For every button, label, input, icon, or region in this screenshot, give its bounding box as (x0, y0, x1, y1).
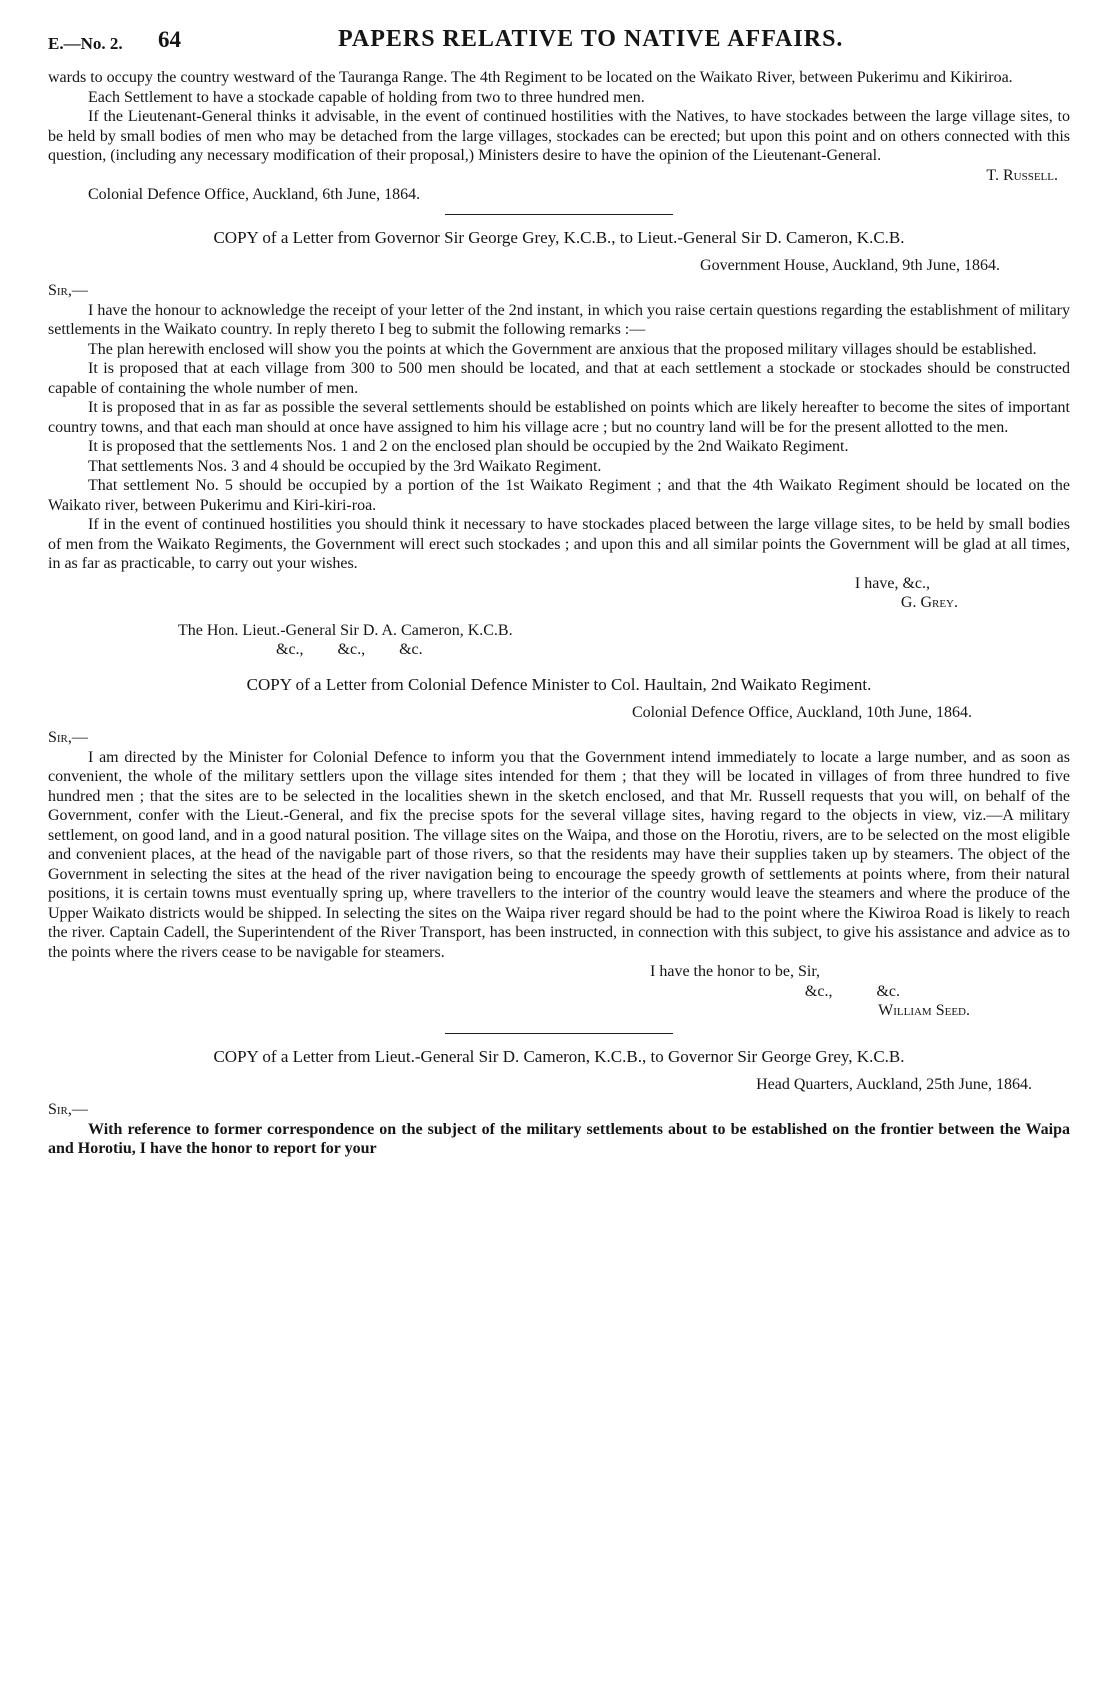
letter-paragraph: I am directed by the Minister for Colonial Defence to inform you that the Government intend immediately to locate a large number, and as soon as convenient, the whole of the military settlers upon the village sites intended for them ; that they will be located in villages of from three hundred to five hundred men ; that the sites are to be selected in the localities shewn in the sketch enclosed, and that Mr. Russell requests that you will, on behalf of the Government, confer with the Lieut.-General, and fix the precise spots for the several village sites, having regard to the objects in view, viz.—A military settlement, on good land, and in a good natural position. The village sites on the Waipa, and those on the Horotiu, rivers, are to be selected on the most eligible and convenient places, at the head of the navigable part of those rivers, so that the residents may have their supplies taken up by steamers. The object of the Government in selecting the sites at the head of the river navigation being to encourage the speedy growth of settlements at points where, from their natural positions, it is certain towns must eventually spring up, where travellers to the interior of the country would leave the steamers and where the produce of the Upper Waikato districts would be shipped. In selecting the sites on the Waipa river regard should be had to the point where the Kiwiroa Road is likely to reach the river. Captain Cadell, the Superintendent of the River Transport, has been instructed, in connection with this subject, to give his assistance and advice as to the points where the rivers cease to be navigable for steamers. (48, 748, 1070, 961)
letter-salutation: Sir,— (48, 1101, 88, 1118)
letter-paragraph: If in the event of continued hostilities you should think it necessary to have stockades placed between the large village sites, to be held by small bodies of men from the Waikato Regiments, the Government will erect such stockades ; and upon this and all similar points the Government will be glad at all times, in as far as practicable, to carry out your wishes. (48, 516, 1070, 572)
letter-paragraph: It is proposed that in as far as possible the several settlements should be established on points which are likely hereafter to become the sites of important country towns, and that each man should at once have assigned to him his village acre ; but no country land will be for the present allotted to the men. (48, 399, 1070, 436)
letter-closing-etc: &c., &c. (804, 982, 900, 1000)
letter-dateline: Colonial Defence Office, Auckland, 10th June, 1864. (631, 703, 972, 721)
memo-paragraph: If the Lieutenant-General thinks it advisable, in the event of continued hostilities with the Natives, to have stockades between the large village sites, to be held by small bodies of men who may be detached from the large villages, stockades can be erected; but upon this point and on others connected with this question, (including any necessary modification of their proposal,) Ministers desire to have the opinion of the Lieutenant-General. (48, 108, 1070, 164)
letter-salutation: Sir,— (48, 282, 88, 299)
letter-paragraph: It is proposed that the settlements Nos. 1 and 2 on the enclosed plan should be occupied by the 2nd Waikato Regiment. (88, 438, 849, 455)
memo-section (48, 68, 1070, 205)
letter-signature: G. Grey. (900, 594, 958, 611)
letter-signature: William Seed. (878, 1002, 970, 1019)
letter-paragraph: It is proposed that at each village from 300 to 500 men should be located, and that at each settlement a stockade or stockades should be constructed capable of containing the whole number of men. (48, 360, 1070, 397)
paper-reference: E.—No. 2. (48, 34, 123, 53)
letter-cameron-to-grey (48, 1046, 1070, 1159)
letter-paragraph: The plan herewith enclosed will show you the points at which the Government are anxious that the proposed military villages should be established. (88, 340, 1037, 358)
letter-paragraph: That settlement No. 5 should be occupied by a portion of the 1st Waikato Regiment ; and that the 4th Waikato Regiment should be located on the Waikato river, between Pukerimu and Kiri-kiri-roa. (48, 477, 1070, 514)
letter-dateline: Head Quarters, Auckland, 25th June, 1864. (756, 1075, 1032, 1093)
letter-addressee-etc: &c., &c., &c. (276, 641, 423, 658)
running-title: PAPERS RELATIVE TO NATIVE AFFAIRS. (338, 26, 844, 52)
letter-closing: I have, &c., (854, 574, 930, 592)
memo-place-date: Colonial Defence Office, Auckland, 6th June, 1864. (88, 186, 421, 203)
memo-signature: T. Russell. (986, 166, 1058, 184)
letter-defence-minister-to-haultain (48, 674, 1070, 1021)
letter-grey-to-cameron (48, 227, 1070, 660)
letter-paragraph: That settlements Nos. 3 and 4 should be occupied by the 3rd Waikato Regiment. (88, 457, 602, 475)
letter-heading: COPY of a Letter from Governor Sir George Grey, K.C.B., to Lieut.-General Sir D. Cameron, K.C.B. (213, 227, 905, 247)
page-header (48, 28, 1070, 68)
page-number: 64 (158, 27, 181, 52)
memo-paragraph: wards to occupy the country westward of the Tauranga Range. The 4th Regiment to be located on the Waikato River, between Pukerimu and Kikiriroa. (48, 69, 1013, 86)
section-divider (445, 1033, 673, 1034)
letter-addressee: The Hon. Lieut.-General Sir D. A. Cameron, K.C.B. (178, 621, 513, 639)
letter-salutation: Sir,— (48, 729, 88, 746)
letter-dateline: Government House, Auckland, 9th June, 1864. (700, 256, 1000, 274)
letter-heading: COPY of a Letter from Lieut.-General Sir D. Cameron, K.C.B., to Governor Sir George Grey, K.C.B. (213, 1046, 905, 1066)
letter-paragraph: I have the honour to acknowledge the receipt of your letter of the 2nd instant, in which you raise certain questions regarding the establishment of military settlements in the Waikato country. In reply thereto I beg to submit the following remarks :— (48, 301, 1070, 338)
section-divider (445, 214, 673, 215)
memo-paragraph: Each Settlement to have a stockade capable of holding from two to three hundred men. (88, 88, 645, 106)
letter-closing: I have the honor to be, Sir, (650, 963, 820, 980)
letter-paragraph: With reference to former correspondence on the subject of the military settlements about to be established on the frontier between the Waipa and Horotiu, I have the honor to report for your (48, 1120, 1070, 1157)
letter-heading: COPY of a Letter from Colonial Defence Minister to Col. Haultain, 2nd Waikato Regiment. (246, 674, 872, 694)
